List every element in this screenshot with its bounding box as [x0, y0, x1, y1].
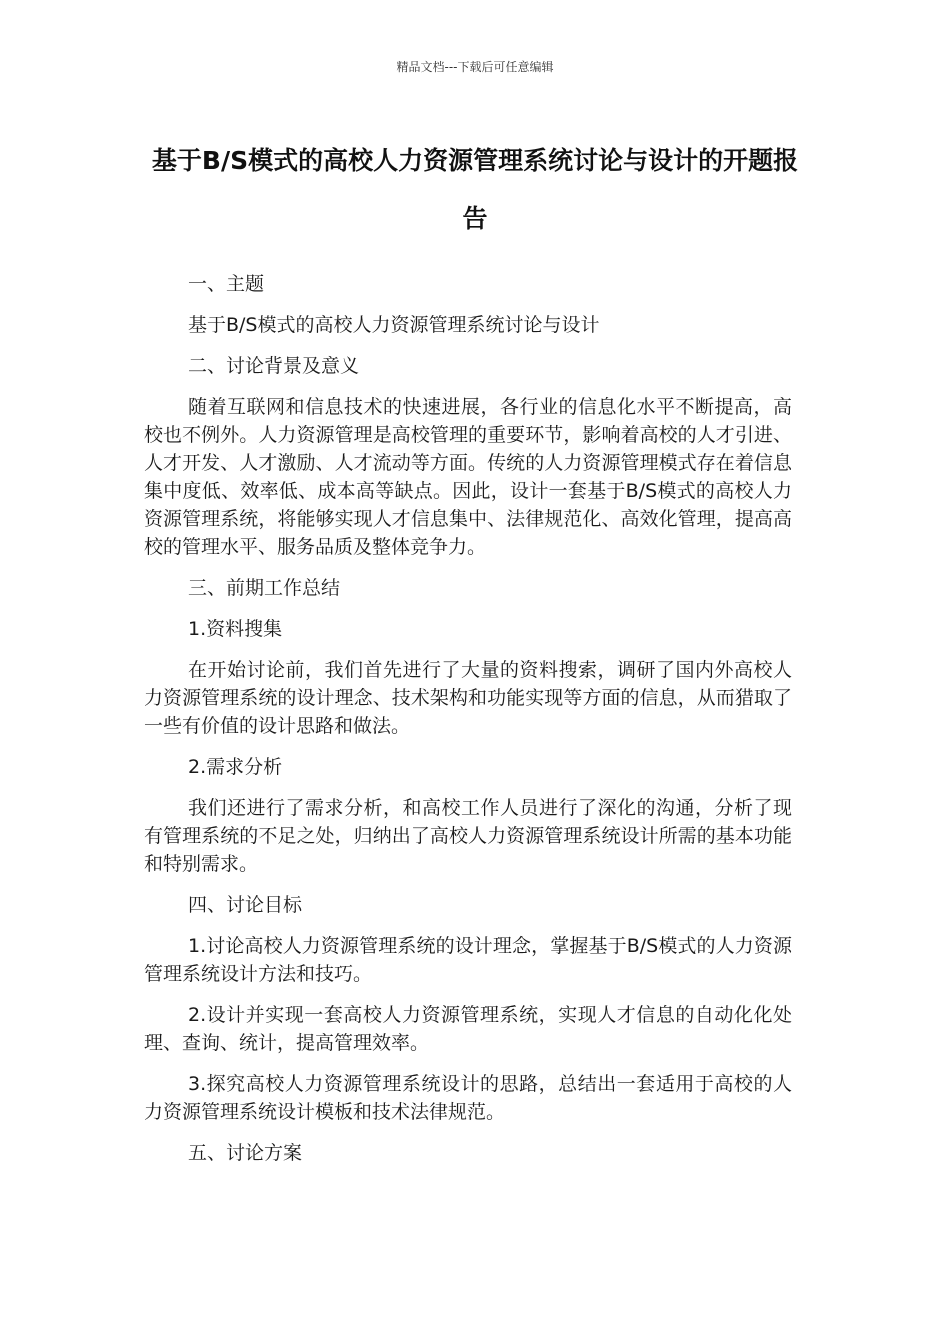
requirements-paragraph: 我们还进行了需求分析，和高校工作人员进行了深化的沟通，分析了现有管理系统的不足之处，归纳出了高校人力资源管理系统设计所需的基本功能和特别需求。 [144, 797, 792, 875]
section-heading-plan: 五、讨论方案 [188, 1142, 303, 1164]
section-heading-goals: 四、讨论目标 [188, 894, 303, 916]
page-header: 精品文档---下载后可任意编辑 [396, 60, 554, 74]
data-collection-paragraph: 在开始讨论前，我们首先进行了大量的资料搜索，调研了国内外高校人力资源管理系统的设计理念、技术架构和功能实现等方面的信息，从而猎取了一些有价值的设计思路和做法。 [144, 659, 792, 737]
background-paragraph: 随着互联网和信息技术的快速进展，各行业的信息化水平不断提高，高校也不例外。人力资源管理是高校管理的重要环节，影响着高校的人才引进、人才开发、人才激励、人才流动等方面。传统的人力资源管理模式存在着信息集中度低、效率低、成本高等缺点。因此，设计一套基于B/S模式的高校人力资源管理系统，将能够实现人才信息集中、法律规范化、高效化管理，提高高校的管理水平、服务品质及整体竞争力。 [144, 396, 792, 558]
goal-item-1: 1.讨论高校人力资源管理系统的设计理念，掌握基于B/S模式的人力资源管理系统设计方法和技巧。 [144, 935, 792, 985]
document-title: 基于B/S模式的高校人力资源管理系统讨论与设计的开题报告 [151, 146, 799, 233]
topic-text: 基于B/S模式的高校人力资源管理系统讨论与设计 [188, 314, 600, 336]
section-heading-topic: 一、主题 [188, 273, 265, 295]
document-body [144, 270, 792, 1180]
subheading-data-collection: 1.资料搜集 [188, 618, 283, 640]
goal-item-3: 3.探究高校人力资源管理系统设计的思路，总结出一套适用于高校的人力资源管理系统设计模板和技术法律规范。 [144, 1073, 792, 1123]
goal-item-2: 2.设计并实现一套高校人力资源管理系统，实现人才信息的自动化化处理、查询、统计，提高管理效率。 [144, 1004, 792, 1054]
section-heading-prior-work: 三、前期工作总结 [188, 577, 341, 599]
subheading-requirements: 2.需求分析 [188, 756, 283, 778]
section-heading-background: 二、讨论背景及意义 [188, 355, 360, 377]
